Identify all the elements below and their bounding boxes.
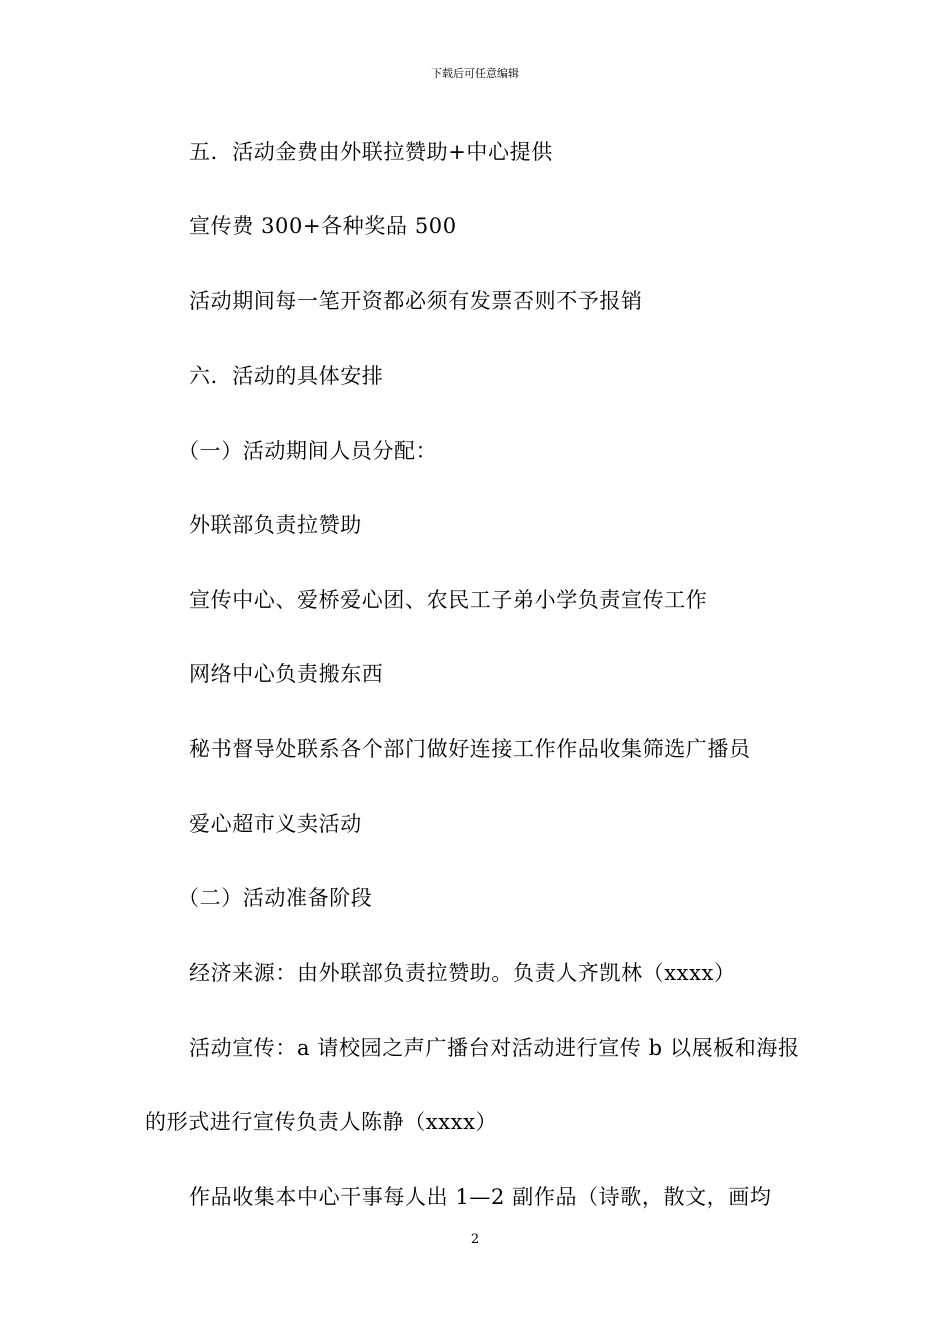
reimbursement-note: 活动期间每一笔开资都必须有发票否则不予报销 (189, 289, 643, 313)
subsection-one-heading: （一）活动期间人员分配： (178, 439, 438, 463)
funding-source-line: 经济来源：由外联部负责拉赞助。负责人齐凯林（xxxx） (189, 961, 736, 985)
publicity-line: 活动宣传：a 请校园之声广播台对活动进行宣传 b 以展板和海报 (189, 1036, 800, 1060)
works-collection-line: 作品收集本中心干事每人出 1—2 副作品（诗歌，散文，画均 (189, 1185, 772, 1209)
page-number: 2 (470, 1232, 480, 1247)
budget-line: 宣传费 300+各种奖品 500 (189, 214, 457, 238)
section-five-heading: 五．活动金费由外联拉赞助+中心提供 (189, 140, 553, 164)
staff-assignment-line: 网络中心负责搬东西 (189, 662, 384, 686)
publicity-line-continued: 的形式进行宣传负责人陈静（xxxx） (145, 1110, 498, 1134)
staff-assignment-line: 宣传中心、爱桥爱心团、农民工子弟小学负责宣传工作 (189, 588, 708, 612)
staff-assignment-line: 爱心超市义卖活动 (189, 812, 362, 836)
subsection-two-heading: （二）活动准备阶段 (178, 886, 373, 910)
section-six-heading: 六．活动的具体安排 (189, 364, 384, 388)
staff-assignment-line: 外联部负责拉赞助 (189, 513, 362, 537)
page-header: 下载后可任意编辑 (431, 67, 519, 80)
staff-assignment-line: 秘书督导处联系各个部门做好连接工作作品收集筛选广播员 (189, 737, 751, 761)
